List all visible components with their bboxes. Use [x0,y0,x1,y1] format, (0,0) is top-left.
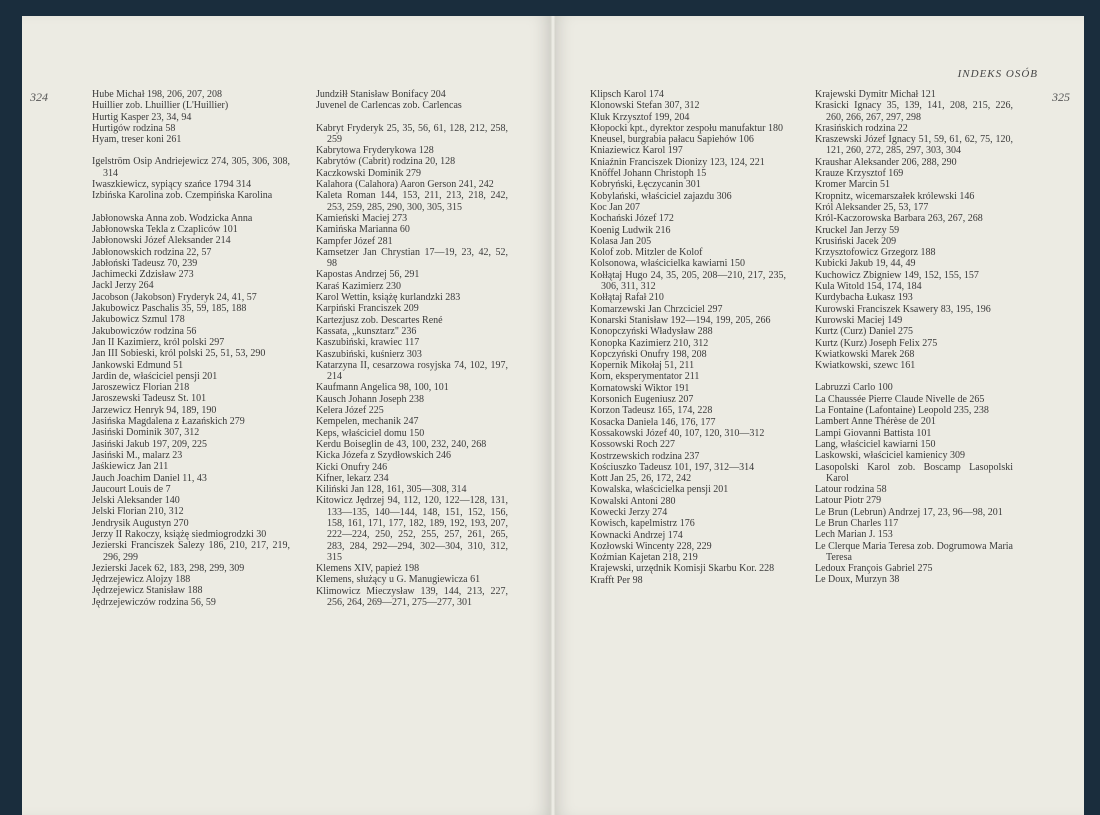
index-entry: Keps, właściciel domu 150 [316,427,425,439]
index-entry: Kalahora (Calahora) Aaron Gerson 241, 242 [316,179,494,191]
index-entry: Jasińska Magdalena z Łazańskich 279 [92,416,245,428]
index-entry: Kolof zob. Mitzler de Kolof [590,247,703,259]
entry-gap [815,371,1013,382]
index-entry: Karaś Kazimierz 230 [316,280,401,292]
index-entry: Kampfer Józef 281 [316,235,393,247]
index-entry: Kurdybacha Łukasz 193 [815,292,913,304]
index-entry: Jardin de, właściciel pensji 201 [92,370,218,382]
index-entry: Kropnitz, wicemarszałek królewski 146 [815,190,975,202]
index-entry: Krusiński Jacek 209 [815,235,897,247]
index-entry: Konopczyński Władysław 288 [590,326,713,338]
index-entry: Kurtz (Curz) Daniel 275 [815,326,914,338]
index-entry: Kamsetzer Jan Chrystian 17—19, 23, 42, 52, 98 [316,246,508,270]
index-entry: Kapostas Andrzej 56, 291 [316,269,420,281]
index-entry: Kwiatkowski, szewc 161 [815,360,916,372]
index-entry: Kamieński Maciej 273 [316,212,408,224]
index-entry: Kołłątaj Hugo 24, 35, 205, 208—210, 217, 235, 306, 311, 312 [590,269,786,293]
index-entry: La Fontaine (Lafontaine) Leopold 235, 238 [815,405,989,417]
index-entry: Jabłoński Tadeusz 70, 239 [92,257,198,269]
index-entry: Kaszubiński, kuśnierz 303 [316,348,422,360]
book-gutter [550,16,556,815]
index-entry: Jendrysik Augustyn 270 [92,517,189,529]
index-entry: Kochański Józef 172 [590,213,674,225]
index-entry: Jędrzejewiczów rodzina 56, 59 [92,596,216,608]
index-entry: Kneusel, burgrabia pałacu Sapiehów 106 [590,134,754,146]
book-spread [22,16,1084,815]
index-entry: Komarzewski Jan Chrzciciel 297 [590,303,723,315]
index-entry: Jachimecki Zdzisław 273 [92,269,194,281]
entry-gap [92,145,290,156]
index-entry: Klemens XIV, papież 198 [316,563,420,575]
index-entry: Kniaźnin Franciszek Dionizy 123, 124, 221 [590,156,765,168]
index-entry: Kerdu Boiseglin de 43, 100, 232, 240, 268 [316,438,487,450]
index-entry: Kozłowski Wincenty 228, 229 [590,540,712,552]
index-entry: Lasopolski Karol zob. Boscamp Lasopolski Karol [815,461,1013,484]
index-entry: Jabłonowska Anna zob. Wodzicka Anna [92,212,253,224]
index-entry: Kelera Józef 225 [316,405,384,417]
index-entry: Juvenel de Carlencas zob. Carlencas [316,100,462,112]
index-entry: Kuchowicz Zbigniew 149, 152, 155, 157 [815,269,979,281]
index-entry: Korzon Tadeusz 165, 174, 228 [590,405,713,417]
running-head: INDEKS OSÓB [957,68,1038,80]
index-entry: Krajewski, urzędnik Komisji Skarbu Kor. 228 [590,563,775,575]
index-entry: Jakubowicz Szmul 178 [92,314,185,326]
index-entry: Koźmian Kajetan 218, 219 [590,552,698,564]
index-entry: Jasiński M., malarz 23 [92,449,183,461]
index-entry: Le Clerque Maria Teresa zob. Dogrumowa Maria Teresa [815,540,1013,563]
index-entry: Le Brun Charles 117 [815,517,899,529]
index-entry: Kaczkowski Dominik 279 [316,167,421,179]
index-entry: Kołłątaj Rafał 210 [590,292,664,304]
index-entry: Jan II Kazimierz, król polski 297 [92,336,225,348]
index-entry: Krauze Krzysztof 169 [815,168,904,180]
index-entry: Hyam, treser koni 261 [92,134,182,146]
index-entry: Laskowski, właściciel kamienicy 309 [815,450,965,462]
index-entry: Koc Jan 207 [590,201,640,213]
index-entry: Jackl Jerzy 264 [92,280,154,292]
index-entry: Klimowicz Mieczysław 139, 144, 213, 227, 256, 264, 269—271, 275—277, 301 [316,585,508,609]
index-entry: Krasińskich rodzina 22 [815,122,908,134]
index-entry: Korsonich Eugeniusz 207 [590,394,694,406]
page-number: 324 [30,90,48,104]
index-entry: Kifner, lekarz 234 [316,472,389,484]
index-entry: Krzysztofowicz Grzegorz 188 [815,247,936,259]
index-entry: Kostrzewskich rodzina 237 [590,450,700,462]
index-entry: Krajewski Dymitr Michał 121 [815,89,936,100]
index-column [92,89,290,608]
index-entry: Kossowski Roch 227 [590,439,676,451]
index-entry: Knöffel Johann Christoph 15 [590,168,707,180]
index-entry: Kowisch, kapelmistrz 176 [590,518,695,530]
index-entry: Kabryt Fryderyk 25, 35, 56, 61, 128, 212, 258, 259 [316,122,508,145]
index-entry: Kartezjusz zob. Descartes René [316,314,443,326]
index-entry: Jerzy II Rakoczy, książę siedmiogrodzki 30 [92,528,267,540]
index-entry: Krafft Per 98 [590,574,643,586]
index-entry: Kniaziewicz Karol 197 [590,145,683,157]
index-entry: Kosacka Daniela 146, 176, 177 [590,416,716,428]
index-entry: Jarzewicz Henryk 94, 189, 190 [92,404,217,416]
entry-gap [92,202,290,213]
index-entry: Jaucourt Louis de 7 [92,483,171,495]
index-entry: Kownacki Andrzej 174 [590,529,683,541]
index-entry: Krasicki Ignacy 35, 139, 141, 208, 215, 226, 260, 266, 267, 297, 298 [815,100,1013,123]
index-entry: Hurtigów rodzina 58 [92,122,176,134]
index-entry: Le Brun (Lebrun) Andrzej 17, 23, 96—98, 201 [815,506,1003,518]
index-entry: Jan III Sobieski, król polski 25, 51, 53, 290 [92,348,266,360]
index-entry: Kott Jan 25, 26, 172, 242 [590,473,692,485]
index-entry: Król Aleksander 25, 53, 177 [815,201,929,213]
index-column [815,89,1013,586]
index-entry: Le Doux, Murzyn 38 [815,574,900,586]
index-entry: Kicka Józefa z Szydłowskich 246 [316,450,451,462]
index-entry: Jaśkiewicz Jan 211 [92,461,169,473]
index-entry: Kobryński, Łęczycanin 301 [590,179,701,191]
index-entry: Labruzzi Carlo 100 [815,382,893,394]
index-entry: Kornatowski Wiktor 191 [590,382,690,394]
index-entry: Hube Michał 198, 206, 207, 208 [92,89,222,100]
index-entry: Igelström Osip Andriejewicz 274, 305, 306, 308, 314 [92,156,290,179]
index-entry: Klemens, służący u G. Manugiewicza 61 [316,574,481,586]
entry-gap [316,112,508,123]
right-page [552,16,1084,815]
index-entry: Kopczyński Onufry 198, 208 [590,348,707,360]
index-entry: Jankowski Edmund 51 [92,359,184,371]
index-entry: Król-Kaczorowska Barbara 263, 267, 268 [815,213,983,225]
index-entry: Konarski Stanisław 192—194, 199, 205, 266 [590,314,771,326]
index-entry: Lang, właściciel kawiarni 150 [815,438,936,450]
index-entry: Lampi Giovanni Battista 101 [815,427,932,439]
index-entry: Kossakowski Józef 40, 107, 120, 310—312 [590,427,765,439]
index-entry: Kruckel Jan Jerzy 59 [815,224,900,236]
index-entry: Katarzyna II, cesarzowa rosyjska 74, 102, 197, 214 [316,359,508,383]
left-page [22,16,552,815]
index-entry: Jauch Joachim Daniel 11, 43 [92,472,207,484]
index-entry: Kaleta Roman 144, 153, 211, 213, 218, 242, 253, 259, 285, 290, 300, 305, 315 [316,190,508,213]
index-entry: Jundziłł Stanisław Bonifacy 204 [316,89,446,100]
index-entry: Karpiński Franciszek 209 [316,303,419,315]
index-entry: Kiliński Jan 128, 161, 305—308, 314 [316,484,467,496]
index-entry: Jaroszewicz Florian 218 [92,382,190,394]
index-entry: Latour rodzina 58 [815,484,887,496]
index-entry: Kościuszko Tadeusz 101, 197, 312—314 [590,461,755,473]
index-entry: Jezierski Franciszek Salezy 186, 210, 217, 219, 296, 299 [92,540,290,563]
index-entry: Jaroszewski Tadeusz St. 101 [92,393,207,405]
index-entry: Izbińska Karolina zob. Czempińska Karolina [92,190,273,202]
index-entry: Kluk Krzysztof 199, 204 [590,111,690,123]
index-entry: Kicki Onufry 246 [316,461,388,473]
index-entry: Lech Marian J. 153 [815,529,893,541]
index-entry: Klonowski Stefan 307, 312 [590,100,700,112]
index-entry: Klipsch Karol 174 [590,89,664,100]
index-entry: Kurowski Franciszek Ksawery 83, 195, 196 [815,303,991,315]
index-column [316,89,508,608]
index-entry: Kowecki Jerzy 274 [590,506,668,518]
index-entry: Kassata, „kunsztarz" 236 [316,325,417,337]
index-entry: Kitowicz Jędrzej 94, 112, 120, 122—128, 131, 133—135, 140—144, 148, 151, 152, 156, 158, 161, 171, 177, 182, 189, 192, 193, 207, 222—224, 250, 252, 255, 257, 261, 265, 283, 284, 292—294, 302—304, 310, 312, 315 [316,495,508,563]
index-entry: Jędrzejewicz Alojzy 188 [92,574,191,586]
index-entry: Jelski Aleksander 140 [92,495,180,507]
index-entry: Korn, eksperymentator 211 [590,371,700,383]
index-entry: Jacobson (Jakobson) Fryderyk 24, 41, 57 [92,291,257,303]
index-entry: Jabłonowskich rodzina 22, 57 [92,246,212,258]
index-entry: Kabrytowa Fryderykowa 128 [316,145,434,157]
index-entry: Ledoux François Gabriel 275 [815,563,933,575]
index-entry: Kraushar Aleksander 206, 288, 290 [815,156,957,168]
index-entry: Kubicki Jakub 19, 44, 49 [815,258,916,270]
index-entry: Kabrytów (Cabrit) rodzina 20, 128 [316,156,456,168]
index-entry: Kaszubiński, krawiec 117 [316,337,420,349]
index-entry: Kausch Johann Joseph 238 [316,393,425,405]
index-entry: La Chaussée Pierre Claude Nivelle de 265 [815,393,985,405]
index-entry: Kraszewski Józef Ignacy 51, 59, 61, 62, 75, 120, 121, 260, 272, 285, 297, 303, 304 [815,134,1013,157]
index-entry: Kurtz (Kurz) Joseph Felix 275 [815,337,938,349]
index-entry: Karol Wettin, książę kurlandzki 283 [316,292,461,304]
index-entry: Kurowski Maciej 149 [815,314,903,326]
index-entry: Jasiński Jakub 197, 209, 225 [92,438,207,450]
index-entry: Koenig Ludwik 216 [590,224,671,236]
index-entry: Kempelen, mechanik 247 [316,416,419,428]
index-entry: Iwaszkiewicz, sypiący szańce 1794 314 [92,179,252,191]
page-number: 325 [1052,90,1070,104]
index-entry: Jabłonowski Józef Aleksander 214 [92,235,231,247]
index-entry: Kobylański, właściciel zajazdu 306 [590,190,732,202]
index-entry: Kwiatkowski Marek 268 [815,348,915,360]
index-entry: Kolsonowa, właścicielka kawiarni 150 [590,258,745,270]
index-entry: Jędrzejewicz Stanisław 188 [92,585,203,597]
index-entry: Hurtig Kasper 23, 34, 94 [92,111,192,123]
index-entry: Latour Piotr 279 [815,495,882,507]
index-entry: Kowalska, właścicielka pensji 201 [590,484,729,496]
index-entry: Jasiński Dominik 307, 312 [92,427,200,439]
index-entry: Jezierski Jacek 62, 183, 298, 299, 309 [92,562,245,574]
index-entry: Kamińska Marianna 60 [316,224,410,236]
index-entry: Kromer Marcin 51 [815,179,890,191]
index-entry: Huillier zob. Lhuillier (L'Huillier) [92,100,229,112]
index-entry: Lambert Anne Thérèse de 201 [815,416,936,428]
index-entry: Jakubowiczów rodzina 56 [92,325,197,337]
index-entry: Jakubowicz Paschalis 35, 59, 185, 188 [92,303,247,315]
index-entry: Kula Witold 154, 174, 184 [815,281,922,293]
index-column [590,89,786,586]
index-entry: Konopka Kazimierz 210, 312 [590,337,709,349]
index-entry: Kowalski Antoni 280 [590,495,676,507]
index-entry: Kaufmann Angelica 98, 100, 101 [316,382,449,394]
index-entry: Jabłonowska Tekla z Czapliców 101 [92,223,238,235]
index-entry: Kopernik Mikołaj 51, 211 [590,360,695,372]
index-entry: Jelski Florian 210, 312 [92,506,184,518]
index-entry: Kłopocki kpt., dyrektor zespołu manufaktur 180 [590,122,784,134]
index-entry: Kolasa Jan 205 [590,235,652,247]
